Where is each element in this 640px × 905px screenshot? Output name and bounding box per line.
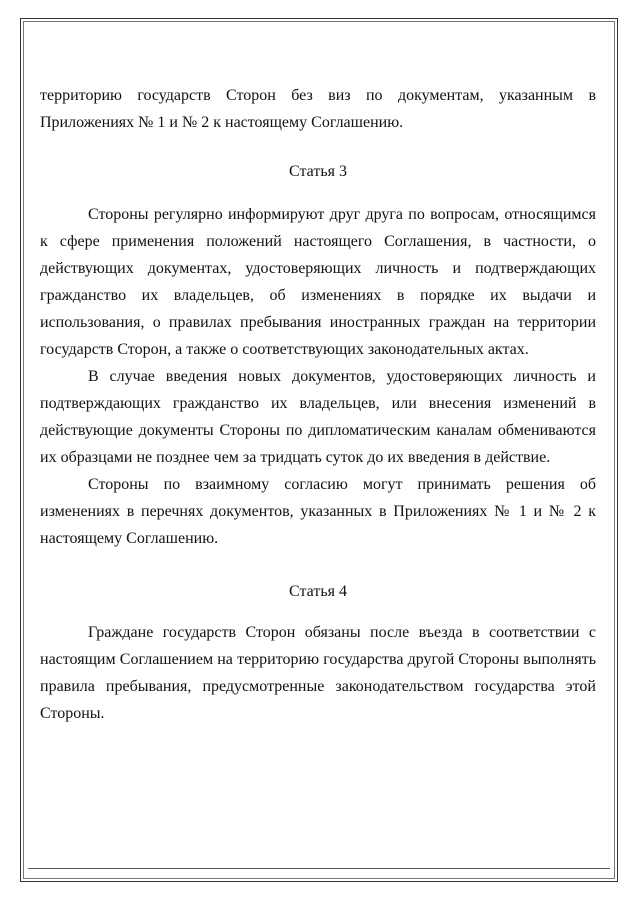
article-3-paragraph-2: В случае введения новых документов, удостоверяющих личность и подтверждающих гражданство их владельцев, или внесения изменений в действующие документы Стороны по дипломатическим каналам обмениваются их образцами не позднее чем за тридцать суток до их введения в действие. [40,368,596,466]
page-border-bottom-line [28,868,610,869]
article-4-paragraph-1: Граждане государств Сторон обязаны после въезда в соответствии с настоящим Соглашением на территорию государства другой Стороны выполнять правила пребывания, предусмотренные законодательством государства этой Стороны. [40,624,596,722]
article-3-heading: Статья 3 [289,163,347,180]
intro-paragraph: территорию государств Сторон без виз по документам, указанным в Приложениях № 1 и № 2 к настоящему Соглашению. [40,87,596,131]
document-body [40,82,596,727]
article-4-heading: Статья 4 [289,583,347,600]
article-3-paragraph-3: Стороны по взаимному согласию могут принимать решения об изменениях в перечнях документов, указанных в Приложениях № 1 и № 2 к настоящему Соглашению. [40,476,596,547]
article-3-paragraph-1: Стороны регулярно информируют друг друга по вопросам, относящимся к сфере применения положений настоящего Соглашения, в частности, о действующих документах, удостоверяющих личность и подтверждающих гражданство их владельцев, об изменениях в порядке их выдачи и использования, о правилах пребывания иностранных граждан на территории государств Сторон, а также о соответствующих законодательных актах. [40,206,596,358]
